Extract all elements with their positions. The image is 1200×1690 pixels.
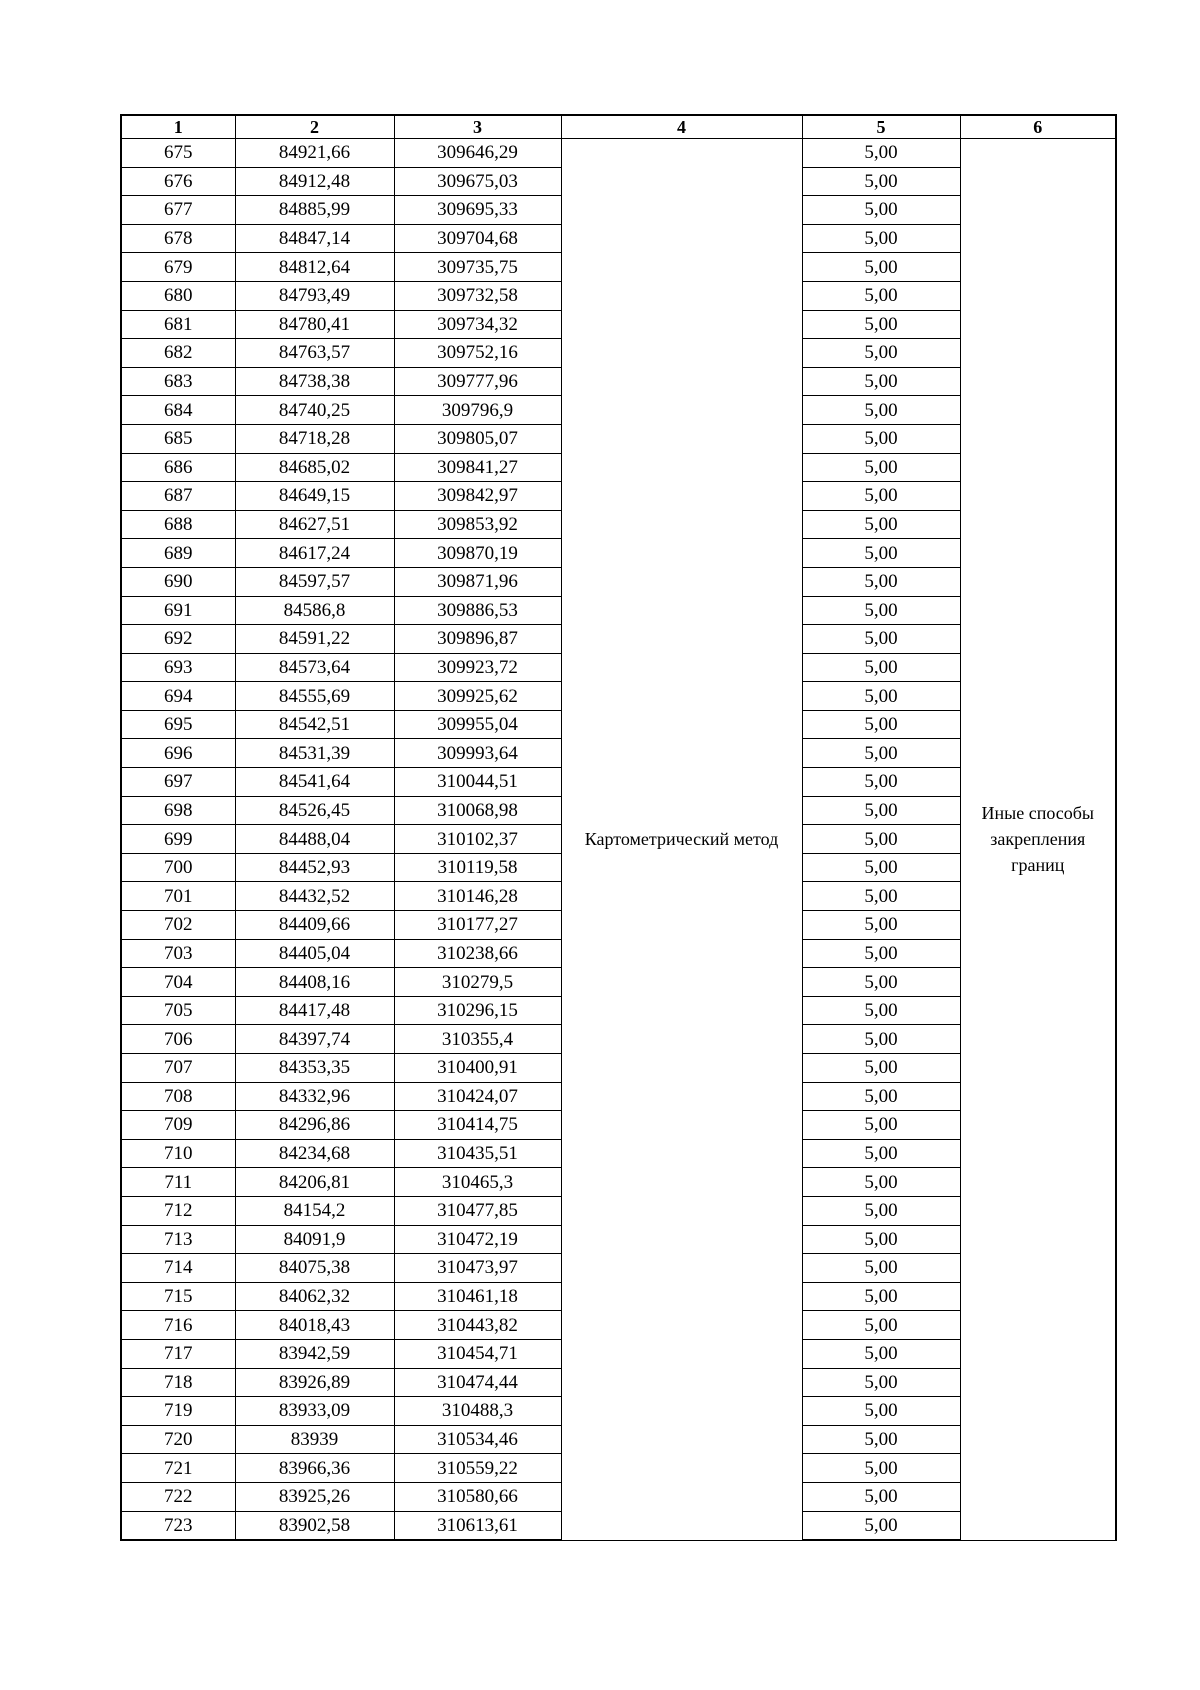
accuracy-cell: 5,00	[802, 1511, 960, 1540]
x-coordinate-cell: 84397,74	[235, 1025, 394, 1054]
accuracy-cell: 5,00	[802, 539, 960, 568]
y-coordinate-cell: 309796,9	[394, 396, 561, 425]
accuracy-cell: 5,00	[802, 567, 960, 596]
x-coordinate-cell: 84780,41	[235, 310, 394, 339]
point-number-cell: 708	[121, 1082, 235, 1111]
y-coordinate-cell: 309896,87	[394, 625, 561, 654]
accuracy-cell: 5,00	[802, 196, 960, 225]
accuracy-cell: 5,00	[802, 1054, 960, 1083]
point-number-cell: 693	[121, 653, 235, 682]
x-coordinate-cell: 84526,45	[235, 796, 394, 825]
accuracy-cell: 5,00	[802, 1225, 960, 1254]
point-number-cell: 675	[121, 139, 235, 168]
y-coordinate-cell: 309777,96	[394, 367, 561, 396]
x-coordinate-cell: 84597,57	[235, 567, 394, 596]
accuracy-cell: 5,00	[802, 768, 960, 797]
point-number-cell: 716	[121, 1311, 235, 1340]
column-header-3: 3	[394, 115, 561, 139]
x-coordinate-cell: 84018,43	[235, 1311, 394, 1340]
point-number-cell: 680	[121, 281, 235, 310]
x-coordinate-cell: 84488,04	[235, 825, 394, 854]
y-coordinate-cell: 309853,92	[394, 510, 561, 539]
point-number-cell: 682	[121, 339, 235, 368]
y-coordinate-cell: 309735,75	[394, 253, 561, 282]
y-coordinate-cell: 310044,51	[394, 768, 561, 797]
x-coordinate-cell: 84617,24	[235, 539, 394, 568]
accuracy-cell: 5,00	[802, 1082, 960, 1111]
y-coordinate-cell: 310119,58	[394, 853, 561, 882]
x-coordinate-cell: 84718,28	[235, 424, 394, 453]
accuracy-cell: 5,00	[802, 625, 960, 654]
point-number-cell: 705	[121, 996, 235, 1025]
point-number-cell: 695	[121, 710, 235, 739]
accuracy-cell: 5,00	[802, 739, 960, 768]
y-coordinate-cell: 310146,28	[394, 882, 561, 911]
point-number-cell: 722	[121, 1482, 235, 1511]
accuracy-cell: 5,00	[802, 1111, 960, 1140]
y-coordinate-cell: 310177,27	[394, 911, 561, 940]
point-number-cell: 691	[121, 596, 235, 625]
x-coordinate-cell: 83926,89	[235, 1368, 394, 1397]
y-coordinate-cell: 309752,16	[394, 339, 561, 368]
column-header-1: 1	[121, 115, 235, 139]
x-coordinate-cell: 84332,96	[235, 1082, 394, 1111]
x-coordinate-cell: 83902,58	[235, 1511, 394, 1540]
point-number-cell: 677	[121, 196, 235, 225]
accuracy-cell: 5,00	[802, 882, 960, 911]
x-coordinate-cell: 83939	[235, 1425, 394, 1454]
accuracy-cell: 5,00	[802, 596, 960, 625]
accuracy-cell: 5,00	[802, 911, 960, 940]
y-coordinate-cell: 310473,97	[394, 1254, 561, 1283]
coordinates-table	[120, 114, 1117, 1541]
y-coordinate-cell: 310424,07	[394, 1082, 561, 1111]
y-coordinate-cell: 309732,58	[394, 281, 561, 310]
accuracy-cell: 5,00	[802, 281, 960, 310]
accuracy-cell: 5,00	[802, 653, 960, 682]
y-coordinate-cell: 309675,03	[394, 167, 561, 196]
y-coordinate-cell: 310400,91	[394, 1054, 561, 1083]
accuracy-cell: 5,00	[802, 310, 960, 339]
point-number-cell: 687	[121, 482, 235, 511]
y-coordinate-cell: 310279,5	[394, 968, 561, 997]
point-number-cell: 719	[121, 1397, 235, 1426]
point-number-cell: 700	[121, 853, 235, 882]
point-number-cell: 686	[121, 453, 235, 482]
accuracy-cell: 5,00	[802, 1425, 960, 1454]
x-coordinate-cell: 84763,57	[235, 339, 394, 368]
y-coordinate-cell: 309871,96	[394, 567, 561, 596]
x-coordinate-cell: 84075,38	[235, 1254, 394, 1283]
y-coordinate-cell: 309805,07	[394, 424, 561, 453]
x-coordinate-cell: 84417,48	[235, 996, 394, 1025]
x-coordinate-cell: 84409,66	[235, 911, 394, 940]
table-row	[121, 139, 1116, 168]
point-number-cell: 714	[121, 1254, 235, 1283]
point-number-cell: 696	[121, 739, 235, 768]
x-coordinate-cell: 84738,38	[235, 367, 394, 396]
x-coordinate-cell: 84531,39	[235, 739, 394, 768]
y-coordinate-cell: 310477,85	[394, 1196, 561, 1225]
x-coordinate-cell: 83933,09	[235, 1397, 394, 1426]
accuracy-cell: 5,00	[802, 1168, 960, 1197]
point-number-cell: 701	[121, 882, 235, 911]
x-coordinate-cell: 84847,14	[235, 224, 394, 253]
accuracy-cell: 5,00	[802, 139, 960, 168]
accuracy-cell: 5,00	[802, 682, 960, 711]
point-number-cell: 676	[121, 167, 235, 196]
y-coordinate-cell: 310472,19	[394, 1225, 561, 1254]
accuracy-cell: 5,00	[802, 1254, 960, 1283]
point-number-cell: 685	[121, 424, 235, 453]
column-header-4: 4	[561, 115, 802, 139]
x-coordinate-cell: 83925,26	[235, 1482, 394, 1511]
x-coordinate-cell: 84432,52	[235, 882, 394, 911]
y-coordinate-cell: 310534,46	[394, 1425, 561, 1454]
accuracy-cell: 5,00	[802, 1368, 960, 1397]
point-number-cell: 707	[121, 1054, 235, 1083]
accuracy-cell: 5,00	[802, 453, 960, 482]
y-coordinate-cell: 310443,82	[394, 1311, 561, 1340]
x-coordinate-cell: 84062,32	[235, 1282, 394, 1311]
x-coordinate-cell: 84405,04	[235, 939, 394, 968]
accuracy-cell: 5,00	[802, 510, 960, 539]
point-number-cell: 690	[121, 567, 235, 596]
point-number-cell: 702	[121, 911, 235, 940]
accuracy-cell: 5,00	[802, 482, 960, 511]
point-number-cell: 683	[121, 367, 235, 396]
x-coordinate-cell: 84586,8	[235, 596, 394, 625]
x-coordinate-cell: 84591,22	[235, 625, 394, 654]
point-number-cell: 689	[121, 539, 235, 568]
x-coordinate-cell: 84234,68	[235, 1139, 394, 1168]
accuracy-cell: 5,00	[802, 825, 960, 854]
x-coordinate-cell: 84685,02	[235, 453, 394, 482]
accuracy-cell: 5,00	[802, 796, 960, 825]
accuracy-cell: 5,00	[802, 1397, 960, 1426]
x-coordinate-cell: 84296,86	[235, 1111, 394, 1140]
y-coordinate-cell: 309870,19	[394, 539, 561, 568]
x-coordinate-cell: 84649,15	[235, 482, 394, 511]
point-number-cell: 717	[121, 1339, 235, 1368]
accuracy-cell: 5,00	[802, 1196, 960, 1225]
point-number-cell: 715	[121, 1282, 235, 1311]
column-header-2: 2	[235, 115, 394, 139]
accuracy-cell: 5,00	[802, 1139, 960, 1168]
accuracy-cell: 5,00	[802, 339, 960, 368]
y-coordinate-cell: 310238,66	[394, 939, 561, 968]
y-coordinate-cell: 309886,53	[394, 596, 561, 625]
point-number-cell: 721	[121, 1454, 235, 1483]
point-number-cell: 698	[121, 796, 235, 825]
y-coordinate-cell: 309955,04	[394, 710, 561, 739]
point-number-cell: 718	[121, 1368, 235, 1397]
y-coordinate-cell: 310296,15	[394, 996, 561, 1025]
accuracy-cell: 5,00	[802, 253, 960, 282]
accuracy-cell: 5,00	[802, 367, 960, 396]
x-coordinate-cell: 84452,93	[235, 853, 394, 882]
x-coordinate-cell: 84091,9	[235, 1225, 394, 1254]
y-coordinate-cell: 309841,27	[394, 453, 561, 482]
point-number-cell: 723	[121, 1511, 235, 1540]
accuracy-cell: 5,00	[802, 396, 960, 425]
accuracy-cell: 5,00	[802, 224, 960, 253]
accuracy-cell: 5,00	[802, 1339, 960, 1368]
y-coordinate-cell: 310474,44	[394, 1368, 561, 1397]
x-coordinate-cell: 84408,16	[235, 968, 394, 997]
x-coordinate-cell: 84812,64	[235, 253, 394, 282]
point-number-cell: 704	[121, 968, 235, 997]
x-coordinate-cell: 84555,69	[235, 682, 394, 711]
accuracy-cell: 5,00	[802, 167, 960, 196]
y-coordinate-cell: 310355,4	[394, 1025, 561, 1054]
point-number-cell: 697	[121, 768, 235, 797]
y-coordinate-cell: 310102,37	[394, 825, 561, 854]
x-coordinate-cell: 84573,64	[235, 653, 394, 682]
x-coordinate-cell: 84793,49	[235, 281, 394, 310]
x-coordinate-cell: 84912,48	[235, 167, 394, 196]
method-cell: Картометрический метод	[561, 139, 802, 1541]
y-coordinate-cell: 310559,22	[394, 1454, 561, 1483]
column-header-6: 6	[960, 115, 1116, 139]
point-number-cell: 679	[121, 253, 235, 282]
point-number-cell: 712	[121, 1196, 235, 1225]
y-coordinate-cell: 310488,3	[394, 1397, 561, 1426]
point-number-cell: 681	[121, 310, 235, 339]
accuracy-cell: 5,00	[802, 939, 960, 968]
x-coordinate-cell: 84206,81	[235, 1168, 394, 1197]
accuracy-cell: 5,00	[802, 1311, 960, 1340]
point-number-cell: 711	[121, 1168, 235, 1197]
accuracy-cell: 5,00	[802, 1282, 960, 1311]
x-coordinate-cell: 84353,35	[235, 1054, 394, 1083]
y-coordinate-cell: 310454,71	[394, 1339, 561, 1368]
x-coordinate-cell: 84627,51	[235, 510, 394, 539]
y-coordinate-cell: 310465,3	[394, 1168, 561, 1197]
point-number-cell: 688	[121, 510, 235, 539]
x-coordinate-cell: 84740,25	[235, 396, 394, 425]
point-number-cell: 709	[121, 1111, 235, 1140]
x-coordinate-cell: 84885,99	[235, 196, 394, 225]
point-number-cell: 692	[121, 625, 235, 654]
x-coordinate-cell: 84154,2	[235, 1196, 394, 1225]
y-coordinate-cell: 310068,98	[394, 796, 561, 825]
point-number-cell: 699	[121, 825, 235, 854]
point-number-cell: 694	[121, 682, 235, 711]
accuracy-cell: 5,00	[802, 1454, 960, 1483]
y-coordinate-cell: 310461,18	[394, 1282, 561, 1311]
accuracy-cell: 5,00	[802, 1482, 960, 1511]
y-coordinate-cell: 310414,75	[394, 1111, 561, 1140]
fixing-method-cell: Иные способы закрепления границ	[960, 139, 1116, 1541]
accuracy-cell: 5,00	[802, 853, 960, 882]
accuracy-cell: 5,00	[802, 996, 960, 1025]
table-body	[121, 139, 1116, 1541]
y-coordinate-cell: 309646,29	[394, 139, 561, 168]
x-coordinate-cell: 83942,59	[235, 1339, 394, 1368]
point-number-cell: 678	[121, 224, 235, 253]
accuracy-cell: 5,00	[802, 1025, 960, 1054]
point-number-cell: 706	[121, 1025, 235, 1054]
x-coordinate-cell: 83966,36	[235, 1454, 394, 1483]
y-coordinate-cell: 310435,51	[394, 1139, 561, 1168]
y-coordinate-cell: 309695,33	[394, 196, 561, 225]
y-coordinate-cell: 309842,97	[394, 482, 561, 511]
y-coordinate-cell: 309734,32	[394, 310, 561, 339]
point-number-cell: 703	[121, 939, 235, 968]
y-coordinate-cell: 310613,61	[394, 1511, 561, 1540]
y-coordinate-cell: 309925,62	[394, 682, 561, 711]
point-number-cell: 710	[121, 1139, 235, 1168]
point-number-cell: 720	[121, 1425, 235, 1454]
y-coordinate-cell: 309704,68	[394, 224, 561, 253]
accuracy-cell: 5,00	[802, 710, 960, 739]
point-number-cell: 713	[121, 1225, 235, 1254]
accuracy-cell: 5,00	[802, 424, 960, 453]
point-number-cell: 684	[121, 396, 235, 425]
x-coordinate-cell: 84541,64	[235, 768, 394, 797]
y-coordinate-cell: 309923,72	[394, 653, 561, 682]
header-row	[121, 115, 1116, 139]
y-coordinate-cell: 309993,64	[394, 739, 561, 768]
column-header-5: 5	[802, 115, 960, 139]
accuracy-cell: 5,00	[802, 968, 960, 997]
x-coordinate-cell: 84542,51	[235, 710, 394, 739]
x-coordinate-cell: 84921,66	[235, 139, 394, 168]
y-coordinate-cell: 310580,66	[394, 1482, 561, 1511]
